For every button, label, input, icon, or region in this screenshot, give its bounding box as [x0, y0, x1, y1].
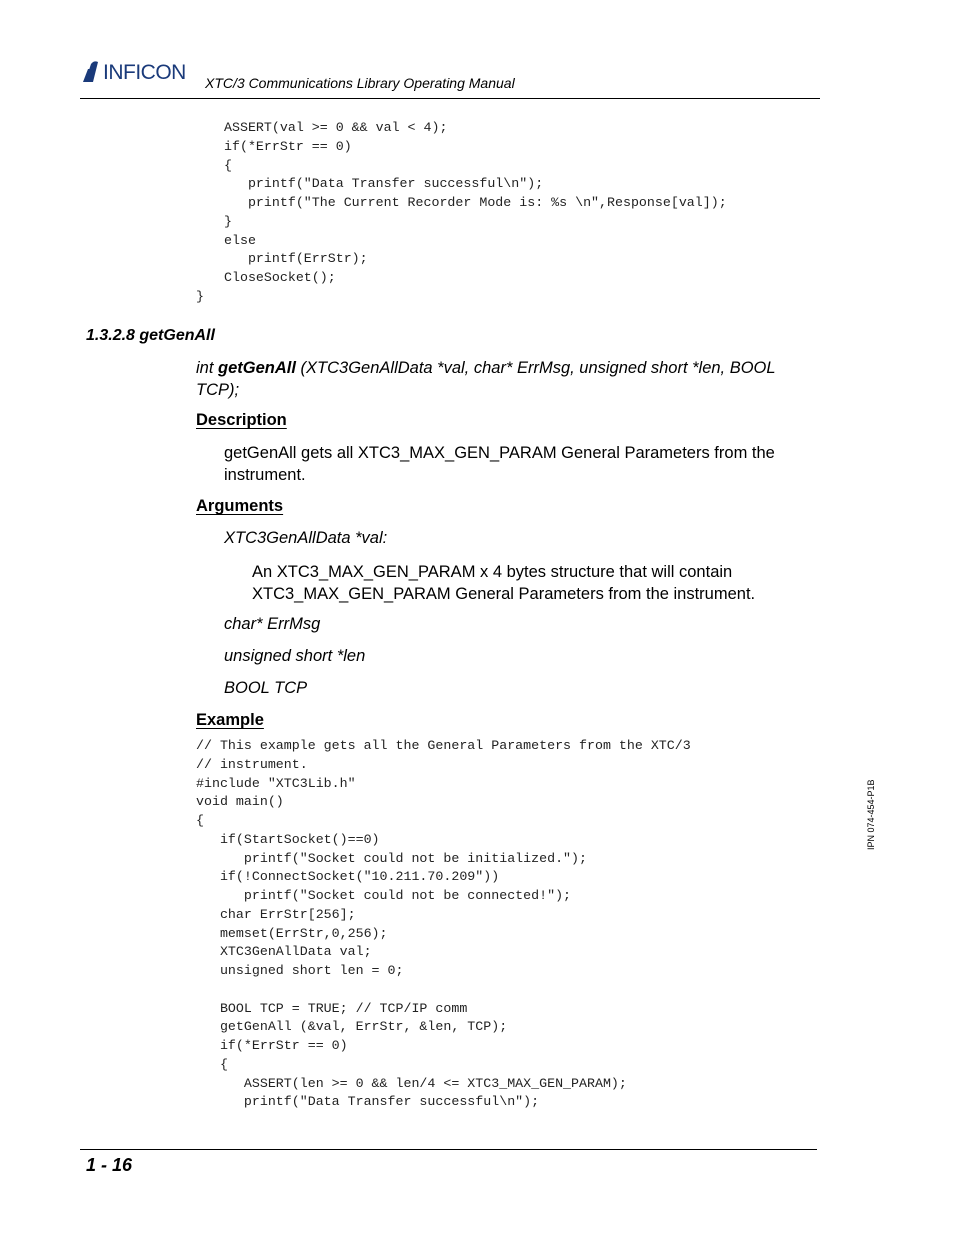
argument-errmsg-name: char* ErrMsg [224, 615, 321, 633]
inficon-logo [82, 58, 186, 84]
description-heading: Description [196, 411, 287, 429]
inficon-logo-icon [82, 60, 102, 84]
footer-rule [80, 1149, 817, 1150]
argument-val-description: An XTC3_MAX_GEN_PARAM x 4 bytes structure that will contain XTC3_MAX_GEN_PARAM General Parameters from the instrument. [252, 563, 756, 603]
signature-function-name: getGenAll [218, 359, 296, 377]
description-text: getGenAll gets all XTC3_MAX_GEN_PARAM General Parameters from the instrument. [224, 444, 775, 484]
argument-val-name: XTC3GenAllData *val: [224, 529, 388, 547]
logo-text: INFICON [103, 61, 186, 84]
function-signature [196, 357, 816, 401]
code-block-continuation-body: ASSERT(val >= 0 && val < 4); if(*ErrStr == 0) { printf("Data Transfer successful\n"); printf("The Current Recorder Mode is: %s \n",Response[val]); } else printf(ErrStr); CloseSocket(); [224, 120, 727, 285]
argument-tcp-name: BOOL TCP [224, 679, 308, 697]
code-block-continuation-close: } [196, 288, 204, 304]
example-heading: Example [196, 711, 264, 729]
signature-prefix: int [196, 359, 219, 377]
argument-len-name: unsigned short *len [224, 647, 366, 665]
ipn-label: IPN 074-454-P1B [866, 779, 876, 850]
header-rule [80, 98, 820, 99]
page-number: 1 - 16 [86, 1155, 133, 1175]
section-heading: 1.3.2.8 getGenAll [86, 327, 215, 344]
code-block-continuation [196, 119, 727, 307]
document-title: XTC/3 Communications Library Operating Manual [205, 75, 515, 91]
arguments-heading: Arguments [196, 497, 284, 515]
signature-params: (XTC3GenAllData *val, char* ErrMsg, unsigned short *len, BOOL TCP); [196, 359, 776, 399]
example-code-block: // This example gets all the General Parameters from the XTC/3 // instrument. #include "XTC3Lib.h" void main() { if(StartSocket()==0) printf("Socket could not be initialized."); if(!ConnectSocket("10.211.70.209")) printf("Socket could not be connected!"); char ErrStr[256]; memset(ErrStr,0,256); XTC3GenAllData val; unsigned short len = 0; BOOL TCP = TRUE; // TCP/IP comm getGenAll (&val, ErrStr, &len, TCP); if(*ErrStr == 0) { ASSERT(len >= 0 && len/4 <= XTC3_MAX_GEN_PARAM); printf("Data Transfer successful\n"); [196, 738, 691, 1110]
